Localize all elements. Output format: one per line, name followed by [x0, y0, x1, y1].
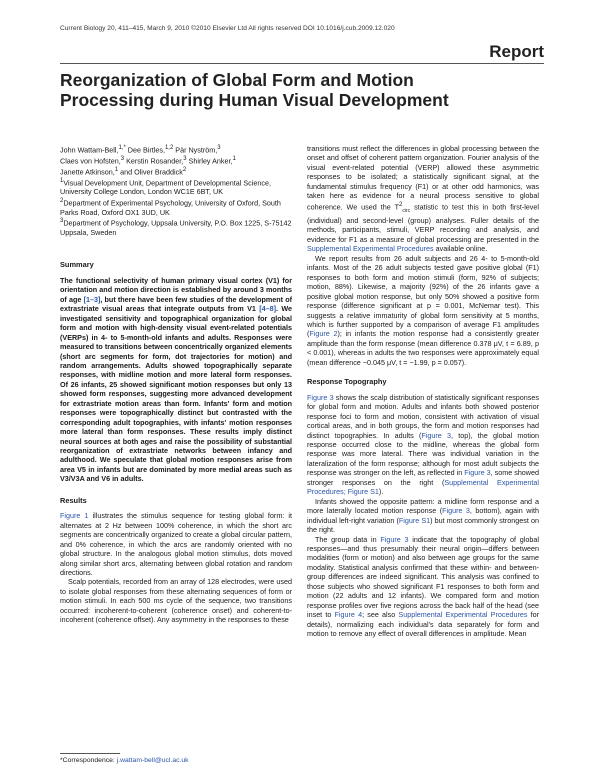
author-name: Pär Nyström,: [173, 145, 218, 155]
affiliation: $^3$Department of Psychology, Uppsala University, P.O. Box 1225, S-75142 Uppsala, Sweden: [60, 218, 292, 237]
results-paragraph: Figure 1 illustrates the stimulus sequence for testing global form: it alternates at 2 Hz between 100% coherence, in which the short arc segments are concentrically organized to create a global circular pattern, and 0% coherence, in which the arcs are randomly oriented with no global structure. In the analogous global motion stimulus, dots moved along similar short arcs, alternating between global rotation and random directions.: [60, 511, 292, 578]
author-sup: 2: [182, 166, 187, 173]
author-name: John Wattam-Bell,: [60, 145, 119, 155]
supplement-link[interactable]: Supplemental Experimental Procedures: [398, 610, 528, 620]
email-link[interactable]: j.wattam-bell@ucl.ac.uk: [116, 757, 189, 764]
summary-heading: Summary: [60, 260, 94, 270]
citation-link[interactable]: [4–8]: [259, 304, 276, 314]
header-rule: [60, 63, 544, 64]
footnote-rule: [60, 753, 120, 754]
author-name: Kerstin Rosander,: [124, 156, 184, 166]
supplement-link[interactable]: Supplemental Experimental Procedures: [307, 244, 434, 254]
author-name: Claes von Hofsten,: [60, 156, 121, 166]
author-list: [60, 144, 292, 177]
affiliation: $^2$Department of Experimental Psychology, University of Oxford, South Parks Road, Oxford OX1 3UD, UK: [60, 197, 281, 217]
author-name: Shirley Anker,: [186, 156, 233, 166]
paper-title: Reorganization of Global Form and Motion Processing during Human Visual Development: [60, 70, 449, 110]
author-sup: 3: [120, 155, 125, 162]
body-paragraph: We report results from 26 adult subjects and 26 4- to 5-month-old infants. Most of the 26 adult subjects tested gave positive global (F1) responses to both form and motion stimuli (form, 92% of subjects; motion, 88%). Likewise, a majority (92%) of the 26 infants gave a positive global motion response, but only 50% showed a positive form response (difference significant at p = 0.001, McNemar test). This suggests a relative immaturity of global form sensitivity at 5 months, which is further supported by a comparison of average F1 amplitudes (Figure 2); in infants the motion response had a consistently greater amplitude than the form response (mean difference 0.378 μV, t = 6.89, p < 0.001), whereas in adults the two responses were approximately equal (mean difference −0.045 μV, t = −1.99, p = 0.057).: [307, 253, 539, 367]
author-sup: 1,2: [164, 145, 174, 151]
author-sup: 1,*: [118, 145, 126, 151]
results-paragraph: Scalp potentials, recorded from an array of 128 electrodes, were used to isolate global responses from these alternating sequences of form or motion stimuli. In each 500 ms cycle of the sequence, two transitions occurred: incoherent-to-coherent (coherence onset) and coherent-to-incoherent (coherence offset). Any asymmetry in the responses to these: [60, 577, 292, 625]
author-sup: 3: [183, 155, 187, 162]
journal-citation: Current Biology 20, 411–415, March 9, 2010 ©2010 Elsevier Ltd All rights reserved DOI 10.1016/j.cub.2009.12.020: [60, 25, 395, 32]
author-name: Janette Atkinson,: [60, 167, 115, 177]
body-paragraph: The group data in Figure 3 indicate that the topography of global responses—and thus presumably their neural origin—differs between modalities (form or motion) and also between age groups for the same modality. Statistical analysis confirmed that these within- and between-group differences are indeed significant. This analysis was confined to those subjects who showed significant F1 responses to both form and motion (22 adults and 12 infants). We compared form and motion response profiles over five regions across the back half of the head (see inset to Figure 4; see also Supplemental Experimental Procedures for details), normalizing each individual's data separately for form and motion to remove any effect of overall differences in amplitude. Mean: [307, 534, 540, 639]
body-paragraph: Infants showed the opposite pattern: a midline form response and a more laterally located motion response (Figure 3, bottom), again with individual left-right variation (Figure S1) but most commonly strongest on the right.: [307, 496, 539, 535]
body-paragraph: transitions must reflect the differences in global processing between the onset and offset of coherent pattern organization. Fourier analysis of the visual event-related potential (VERP) allowed these asymmetric responses to be isolated; a statistically significant signal, at the fundamental stimulus frequency (F1) or at other odd harmonics, was taken here as evidence for a neural process sensitive to global coherence. We used the $T^2_{circ}$ statistic to test this in both first-level (individual) and second-level (group) analyses. Fuller details of the methods, participants, stimuli, VERP recording and analysis, and evidence for F1 as a measure of global processing are presented in the Supplemental Experimental Procedures available online.: [307, 144, 539, 254]
author-name: and Oliver Braddick: [118, 167, 183, 177]
section-label: Report: [489, 42, 544, 61]
body-paragraph: Figure 3 shows the scalp distribution of statistically significant responses for global form and motion. Adults and infants both showed posterior response foci to form and motion, consistent with activation of visual cortical areas, and in both groups, the form and motion responses had distinct topographies. In adults (Figure 3, top), the global motion response occurred close to the midline, whereas the global form response was more lateral. There was individual variation in the lateralization of the form response; although for most adult subjects the response was stronger on the left, as reflected in Figure 3, some showed stronger responses on the right (Supplemental Experimental Procedures; Figure S1).: [307, 392, 539, 497]
supplement-link[interactable]: Supplemental Experimental Procedures; Figure S1: [307, 477, 539, 497]
figure-link[interactable]: Figure 3: [307, 392, 334, 402]
author-sup: 1: [232, 155, 236, 162]
figure-link[interactable]: Figure 3: [464, 468, 491, 478]
author-name: Dee Birtles,: [125, 145, 165, 155]
figure-link[interactable]: Figure 3: [380, 534, 409, 544]
figure-link[interactable]: Figure 3: [442, 506, 470, 516]
author-sup: 1: [114, 166, 119, 173]
right-column: [307, 144, 539, 638]
section-heading: Response Topography: [307, 377, 387, 387]
correspondence-note: *Correspondence: j.wattam-bell@ucl.ac.uk: [60, 757, 189, 764]
figure-link[interactable]: Figure 2: [309, 329, 338, 339]
figure-link[interactable]: Figure S1: [398, 515, 431, 525]
author-sup: 3: [217, 145, 221, 151]
figure-link[interactable]: Figure 3: [421, 430, 451, 440]
figure-link[interactable]: Figure 4: [334, 610, 363, 620]
affiliation: $^1$Visual Development Unit, Department of Developmental Science, University College London, London WC1E 6BT, UK: [60, 177, 271, 197]
left-column: [60, 144, 292, 625]
citation-link[interactable]: [1–3]: [83, 294, 101, 304]
results-heading: Results: [60, 495, 87, 505]
figure-link[interactable]: Figure 1: [60, 511, 89, 521]
summary-abstract: The functional selectivity of human primary visual cortex (V1) for orientation and motion direction is established by around 3 months of age [1–3], but there have been few studies of the development of extrastriate visual areas that integrate outputs from V1 [4–8]. We investigated sensitivity and topographical organization for global form and motion with high-density visual event-related potentials (VERPs) in 4- to 5-month-old infants and adults. Responses were measured to transitions between concentrically organized elements (short arc segments for form, dot trajectories for motion) and random arrangements. Adults showed topographically separate responses, with midline motion and more lateral form responses. Of 26 infants, 25 showed significant motion responses but only 13 showed form responses, suggesting more advanced development for extrastriate motion areas than form. Infants' form and motion responses were topographically distinct but contrasted with the corresponding adult topographies, with infants' motion responses more lateral than form responses. These results imply distinct neural sources at both ages and raise the possibility of substantial reorganization of extrastriate networks between infancy and adulthood. We speculate that global motion responses arise from area V5 in infants but are dominated by more medial areas such as V3/V3A and V6 in adults.: [60, 275, 292, 484]
